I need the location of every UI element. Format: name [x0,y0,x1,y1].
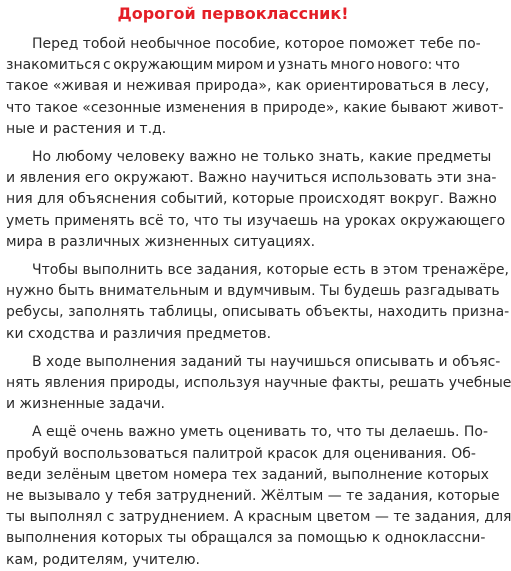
text-line: знакомиться с окружающим миром и узнать много нового: что [6,57,460,74]
text-line: и явления его окружают. Важно научиться использовать эти зна- [6,170,497,187]
text-line: Чтобы выполнить все задания, которые есть в этом тренажёре, [32,262,509,279]
paragraph-5 [6,422,511,570]
text-line: ты выполнял с затруднением. А красным цветом — те задания, для [6,509,511,526]
text-line: такое «живая и неживая природа», как ориентироваться в лесу, [6,78,490,95]
paragraph-4 [6,352,511,416]
text-line: ребусы, заполнять таблицы, описывать объекты, находить призна- [6,304,510,321]
text-line: Перед тобой необычное пособие, которое поможет тебе по- [32,36,481,52]
text-line: нять явления природы, используя научные факты, решать учебные [6,375,511,392]
text-line: Но любому человеку важно не только знать, какие предметы [32,149,492,166]
text-line: выполнения которых ты обращался за помощью к одноклассни- [6,530,486,547]
text-line: пробуй воспользоваться палитрой красок для оценивания. Об- [6,445,476,462]
paragraph-2 [6,147,506,253]
text-line: ки сходства и различия предметов. [6,325,272,342]
text-line: В ходе выполнения заданий ты научишься описывать и объяс- [32,353,501,370]
text-line: кам, родителям, учителю. [6,551,200,568]
text-line: не вызывало у тебя затруднений. Жёлтым — те задания, которые [6,488,500,505]
text-line: и жизненные задачи. [6,396,165,413]
paragraph-1 [6,34,504,140]
text-line: что такое «сезонные изменения в природе», какие бывают живот- [6,99,504,116]
text-line: веди зелёным цветом номера тех заданий, выполнение которых [6,466,489,483]
paragraph-3 [6,260,510,345]
text-line: уметь применять всё то, что ты изучаешь на уроках окружающего [6,212,506,229]
page-title: Дорогой первоклассник! [117,4,349,23]
text-line: ния для объяснения событий, которые происходят вокруг. Важно [6,191,497,208]
text-line: мира в различных жизненных ситуациях. [6,233,316,250]
text-line: ные и растения и т.д. [6,120,167,137]
text-line: нужно быть внимательным и вдумчивым. Ты будешь разгадывать [6,283,500,300]
text-line: А ещё очень важно уметь оценивать то, что ты делаешь. По- [32,424,489,441]
